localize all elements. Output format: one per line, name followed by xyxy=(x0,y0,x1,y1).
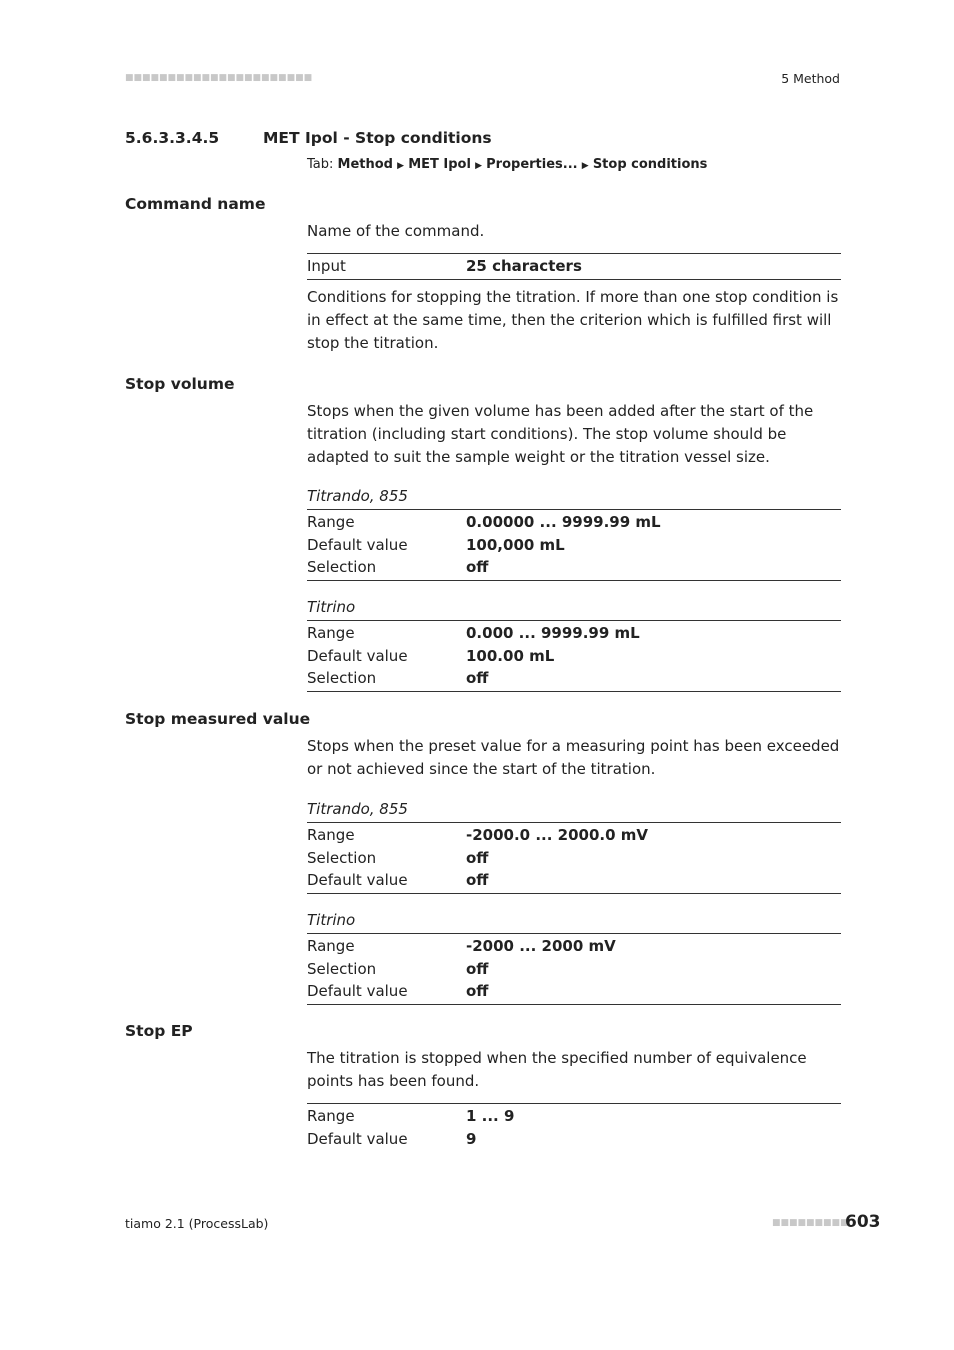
stop-volume-table-titrando xyxy=(307,487,841,581)
arrow-right-icon: ▶ xyxy=(581,161,589,171)
row-key: Range xyxy=(307,1107,355,1126)
command-name-label: Command name xyxy=(125,195,266,213)
section-title: MET Ipol - Stop conditions xyxy=(263,129,492,147)
stop-volume-label: Stop volume xyxy=(125,375,235,393)
row-key: Range xyxy=(307,826,355,845)
row-value: -2000 ... 2000 mV xyxy=(466,937,616,956)
row-value: 25 characters xyxy=(466,257,582,276)
table-row xyxy=(307,869,841,892)
row-key: Default value xyxy=(307,646,408,665)
row-value: 9 xyxy=(466,1129,477,1148)
row-key: Range xyxy=(307,624,355,643)
row-key: Selection xyxy=(307,959,377,978)
row-value: off xyxy=(466,848,489,867)
header-decoration: ■■■■■■■■■■■■■■■■■■■■■■ xyxy=(125,73,313,83)
row-key: Selection xyxy=(307,558,377,577)
arrow-right-icon: ▶ xyxy=(397,161,405,171)
row-key: Range xyxy=(307,937,355,956)
stop-ep-label: Stop EP xyxy=(125,1022,193,1040)
tab-prefix: Tab: xyxy=(307,157,338,172)
row-key: Selection xyxy=(307,669,377,688)
table-caption: Titrando, 855 xyxy=(307,487,408,505)
stop-conditions-intro: Conditions for stopping the titration. If more than one stop condition is in effect at the same time, then the criterion which is fulfilled first will stop the titration. xyxy=(307,288,839,352)
arrow-right-icon: ▶ xyxy=(475,161,483,171)
tab-path-item: Method xyxy=(337,157,393,172)
row-value: off xyxy=(466,871,489,890)
row-key: Default value xyxy=(307,1129,408,1148)
row-key: Default value xyxy=(307,982,408,1001)
tab-path-item: Properties... xyxy=(486,157,578,172)
table-row xyxy=(307,980,841,1003)
stop-measured-desc: Stops when the preset value for a measuring point has been exceeded or not achieved since the start of the titration. xyxy=(307,737,840,778)
row-value: -2000.0 ... 2000.0 mV xyxy=(466,826,648,845)
page-number: 603 xyxy=(845,1212,881,1232)
footer-decoration: ■■■■■■■■■ xyxy=(772,1218,849,1228)
stop-ep-table xyxy=(307,1103,841,1151)
row-value: 0.000 ... 9999.99 mL xyxy=(466,624,640,643)
row-key: Default value xyxy=(307,535,408,554)
table-row xyxy=(307,1128,841,1151)
table-caption: Titrando, 855 xyxy=(307,800,408,818)
row-value: 100,000 mL xyxy=(466,535,565,554)
tab-path xyxy=(307,157,707,172)
row-key: Default value xyxy=(307,871,408,890)
table-row xyxy=(307,958,841,981)
section-number: 5.6.3.3.4.5 xyxy=(125,129,220,147)
row-value: 100.00 mL xyxy=(466,646,555,665)
stop-ep-desc: The titration is stopped when the specified number of equivalence points has been found. xyxy=(307,1049,807,1090)
stop-measured-label: Stop measured value xyxy=(125,710,311,728)
table-row xyxy=(307,935,841,958)
stop-measured-table-titrino xyxy=(307,911,841,1005)
chapter-label: 5 Method xyxy=(781,71,840,86)
footer-product: tiamo 2.1 (ProcessLab) xyxy=(125,1216,269,1231)
command-name-desc: Name of the command. xyxy=(307,222,485,240)
tab-path-item: MET Ipol xyxy=(408,157,471,172)
table-row xyxy=(307,556,841,579)
stop-volume-desc: Stops when the given volume has been added after the start of the titration (including start conditions). The stop volume should be adapted to suit the sample weight or the titration vessel size. xyxy=(307,402,814,466)
row-value: 0.00000 ... 9999.99 mL xyxy=(466,513,661,532)
row-key: Range xyxy=(307,513,355,532)
table-row xyxy=(307,667,841,690)
table-row xyxy=(307,255,841,278)
row-key: Input xyxy=(307,257,346,276)
table-row xyxy=(307,534,841,557)
stop-measured-table-titrando xyxy=(307,800,841,894)
table-row xyxy=(307,847,841,870)
table-caption: Titrino xyxy=(307,911,356,929)
table-row xyxy=(307,645,841,668)
row-value: off xyxy=(466,669,489,688)
row-value: off xyxy=(466,558,489,577)
row-value: 1 ... 9 xyxy=(466,1107,515,1126)
tab-path-item: Stop conditions xyxy=(592,157,708,172)
row-value: off xyxy=(466,982,489,1001)
table-row xyxy=(307,824,841,847)
row-value: off xyxy=(466,959,489,978)
command-name-table xyxy=(307,253,841,280)
row-key: Selection xyxy=(307,848,377,867)
stop-volume-table-titrino xyxy=(307,598,841,692)
table-row xyxy=(307,622,841,645)
table-row xyxy=(307,1105,841,1128)
table-caption: Titrino xyxy=(307,598,356,616)
table-row xyxy=(307,511,841,534)
